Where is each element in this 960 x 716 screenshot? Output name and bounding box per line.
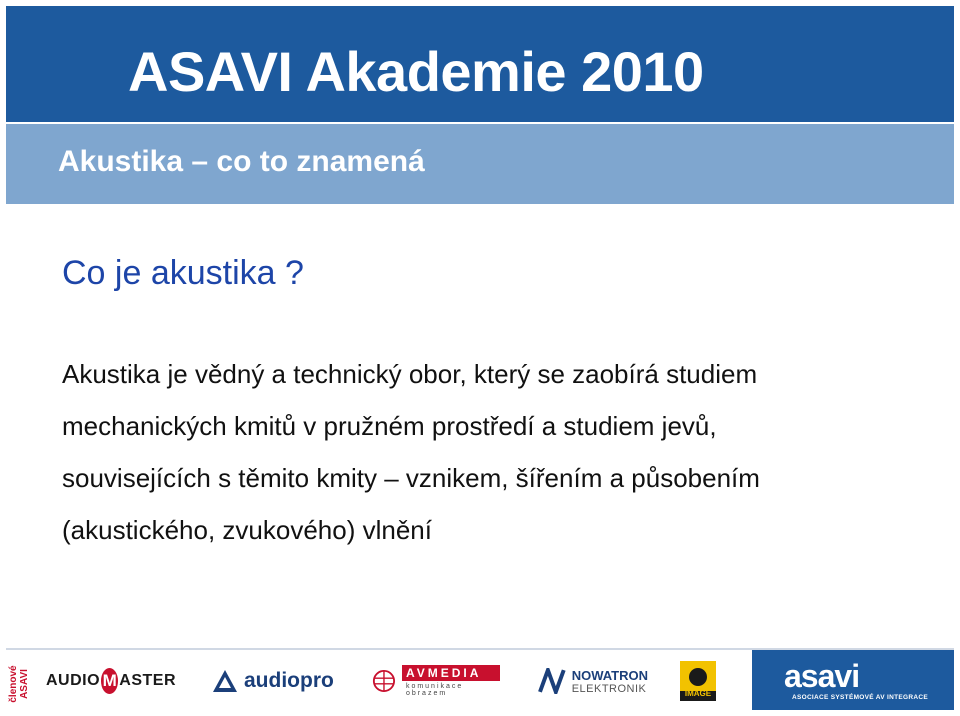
members-label [4,655,34,709]
audiomaster-logo [46,658,176,704]
body-line: (akustického, zvukového) vlnění [62,515,432,545]
audiopro-logo [212,658,342,704]
members-label-line2: ASAVI [19,669,30,699]
slide-title: ASAVI Akademie 2010 [128,40,704,103]
audiomaster-pre: AUDIO [46,672,101,689]
avmedia-globe-icon [372,668,396,694]
body-paragraph [62,356,882,564]
avmedia-logo [372,658,500,704]
slide-subtitle: Akustika – co to znamená [58,145,425,178]
body-line: souvisejících s těmito kmity – vznikem, šířením a působením [62,463,760,493]
body-line: Akustika je vědný a technický obor, který se zaobírá studiem [62,359,758,389]
avmedia-tagline: komunikace obrazem [405,683,464,697]
image-logo-label: IMAGE [684,689,712,698]
nowatron-wordmark: NOWATRON [571,667,648,683]
asavi-tagline: ASOCIACE SYSTÉMOVÉ AV INTEGRACE [791,694,929,701]
asavi-wordmark: asavi [784,658,860,694]
members-label-line1: členové [8,665,19,703]
avmedia-wordmark: AVMEDIA [402,665,500,681]
body-line: mechanických kmitů v pružném prostředí a studiem jevů, [62,411,717,441]
nowatron-logo [538,658,648,704]
nowatron-n-icon [538,668,568,694]
audiomaster-post: ASTER [119,672,176,689]
audiopro-wordmark: audiopro [244,669,334,692]
audiopro-triangle-icon [212,668,238,694]
nowatron-tagline: ELEKTRONIK [571,682,647,695]
question-heading: Co je akustika ? [62,254,304,292]
audiomaster-m-icon: M [101,668,118,694]
